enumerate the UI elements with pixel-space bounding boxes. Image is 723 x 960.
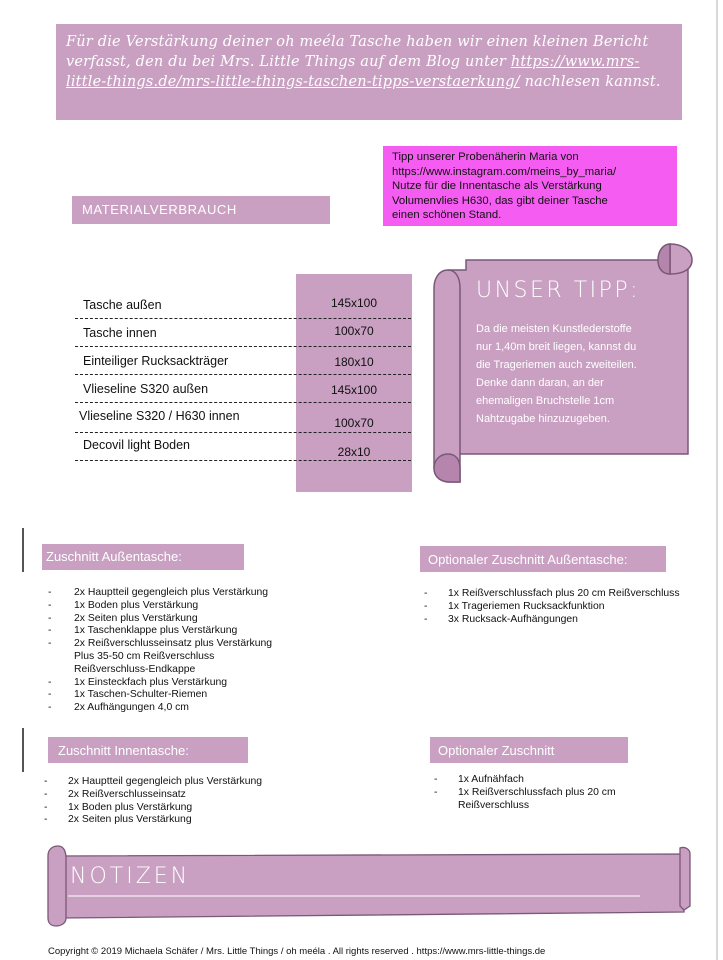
tip-line: einen schönen Stand. xyxy=(392,209,502,221)
list-item: - 1x Taschen-Schulter-Riemen xyxy=(48,689,208,701)
tip-scroll-line: nur 1,40m breit liegen, kannst du xyxy=(476,341,637,353)
tip-scroll-line: Denke dann daran, an der xyxy=(476,377,604,389)
section-label: Zuschnitt Außentasche: xyxy=(46,549,182,564)
list-item: - 1x Reißverschlussfach plus 20 cm Reißverschluss xyxy=(424,588,680,599)
material-name: Vlieseline S320 außen xyxy=(83,382,209,396)
list-item: - 3x Rucksack-Aufhängungen xyxy=(424,613,578,625)
list-item: Reißverschluss-Endkappe xyxy=(74,663,196,675)
margin-tick xyxy=(22,528,24,572)
material-value: 145x100 xyxy=(330,383,378,397)
outer-cut-list xyxy=(48,587,272,715)
tip-line: Volumenvlies H630, das gibt deiner Tasche xyxy=(392,194,608,207)
list-item: Reißverschluss xyxy=(458,799,530,811)
instagram-link[interactable]: https://www.instagram.com/meins_by_maria/ xyxy=(392,165,617,178)
list-item: - 1x Taschenklappe plus Verstärkung xyxy=(48,625,238,637)
list-item: - 1x Einsteckfach plus Verstärkung xyxy=(48,676,228,688)
section-label: Zuschnitt Innentasche: xyxy=(58,743,189,758)
tip-scroll-line: Nahtzugabe hinzuzugeben. xyxy=(476,413,610,425)
material-value: 145x100 xyxy=(330,296,378,310)
list-item: - 2x Reißverschlusseinsatz xyxy=(44,788,186,800)
list-item: - 1x Trageriemen Rucksackfunktion xyxy=(424,600,605,612)
list-item: - 2x Reißverschlusseinsatz plus Verstärkung xyxy=(48,638,273,650)
material-name: Tasche innen xyxy=(83,326,157,340)
section-label: Optionaler Zuschnitt Außentasche: xyxy=(428,552,628,567)
material-name: Tasche außen xyxy=(83,298,162,312)
list-item: - 2x Seiten plus Verstärkung xyxy=(44,814,192,826)
list-item: - 1x Aufnähfach xyxy=(434,774,524,785)
material-value: 100x70 xyxy=(334,324,374,338)
page-edge-line xyxy=(716,0,718,960)
material-name: Decovil light Boden xyxy=(83,438,191,452)
intro-text-before: Für die Verstärkung deiner oh meéla Tasche haben wir einen kleinen Bericht verfasst, den du bei Mrs. Little Things auf dem Blog unter xyxy=(66,34,649,70)
material-value: 100x70 xyxy=(334,416,374,430)
tip-line: Nutze für die Innentasche als Verstärkung xyxy=(392,180,602,192)
material-name: Einteiliger Rucksackträger xyxy=(83,354,229,368)
list-item: - 2x Aufhängungen 4,0 cm xyxy=(48,702,189,714)
material-name: Vlieseline S320 / H630 innen xyxy=(79,409,240,423)
tip-scroll-title: UNSER TIPP: xyxy=(476,278,641,303)
tip-scroll-line: ehemaligen Bruchstelle 1cm xyxy=(476,395,615,407)
material-heading: MATERIALVERBRAUCH xyxy=(82,202,237,217)
optional-cut-list xyxy=(434,774,616,812)
margin-tick xyxy=(22,728,24,772)
tip-line: Tipp unserer Probenäherin Maria von xyxy=(392,151,579,163)
list-item: - 1x Boden plus Verstärkung xyxy=(44,801,193,813)
list-item: - 1x Reißverschlussfach plus 20 cm xyxy=(434,786,616,798)
inner-cut-list xyxy=(44,776,262,827)
material-value: 180x10 xyxy=(334,355,374,369)
blog-link[interactable]: https://www.mrs-little-things.de/mrs-little-things-taschen-tipps-verstaerkung/ xyxy=(66,54,640,90)
list-item: - 2x Hauptteil gegengleich plus Verstärkung xyxy=(48,587,269,598)
list-item: - 2x Hauptteil gegengleich plus Verstärkung xyxy=(44,776,263,787)
notes-title: NOTIZEN xyxy=(70,864,191,889)
tip-scroll-line: Da die meisten Kunstlederstoffe xyxy=(476,323,632,335)
list-item: Plus 35-50 cm Reißverschluss xyxy=(74,650,215,662)
copyright-footer: Copyright © 2019 Michaela Schäfer / Mrs. Little Things / oh meéla . All rights reserved . https://www.mrs-little-things.de xyxy=(48,946,546,957)
tip-scroll-line: die Trageriemen auch zweiteilen. xyxy=(476,359,637,371)
list-item: - 2x Seiten plus Verstärkung xyxy=(48,612,198,624)
section-label: Optionaler Zuschnitt xyxy=(438,743,555,758)
intro-text-after: nachlesen kannst. xyxy=(519,74,661,90)
tip-scroll-text xyxy=(476,320,694,428)
tip-text xyxy=(392,150,676,223)
material-value: 28x10 xyxy=(337,445,371,459)
intro-text xyxy=(66,32,666,92)
optional-outer-cut-list xyxy=(424,588,680,626)
list-item: - 1x Boden plus Verstärkung xyxy=(48,599,199,611)
